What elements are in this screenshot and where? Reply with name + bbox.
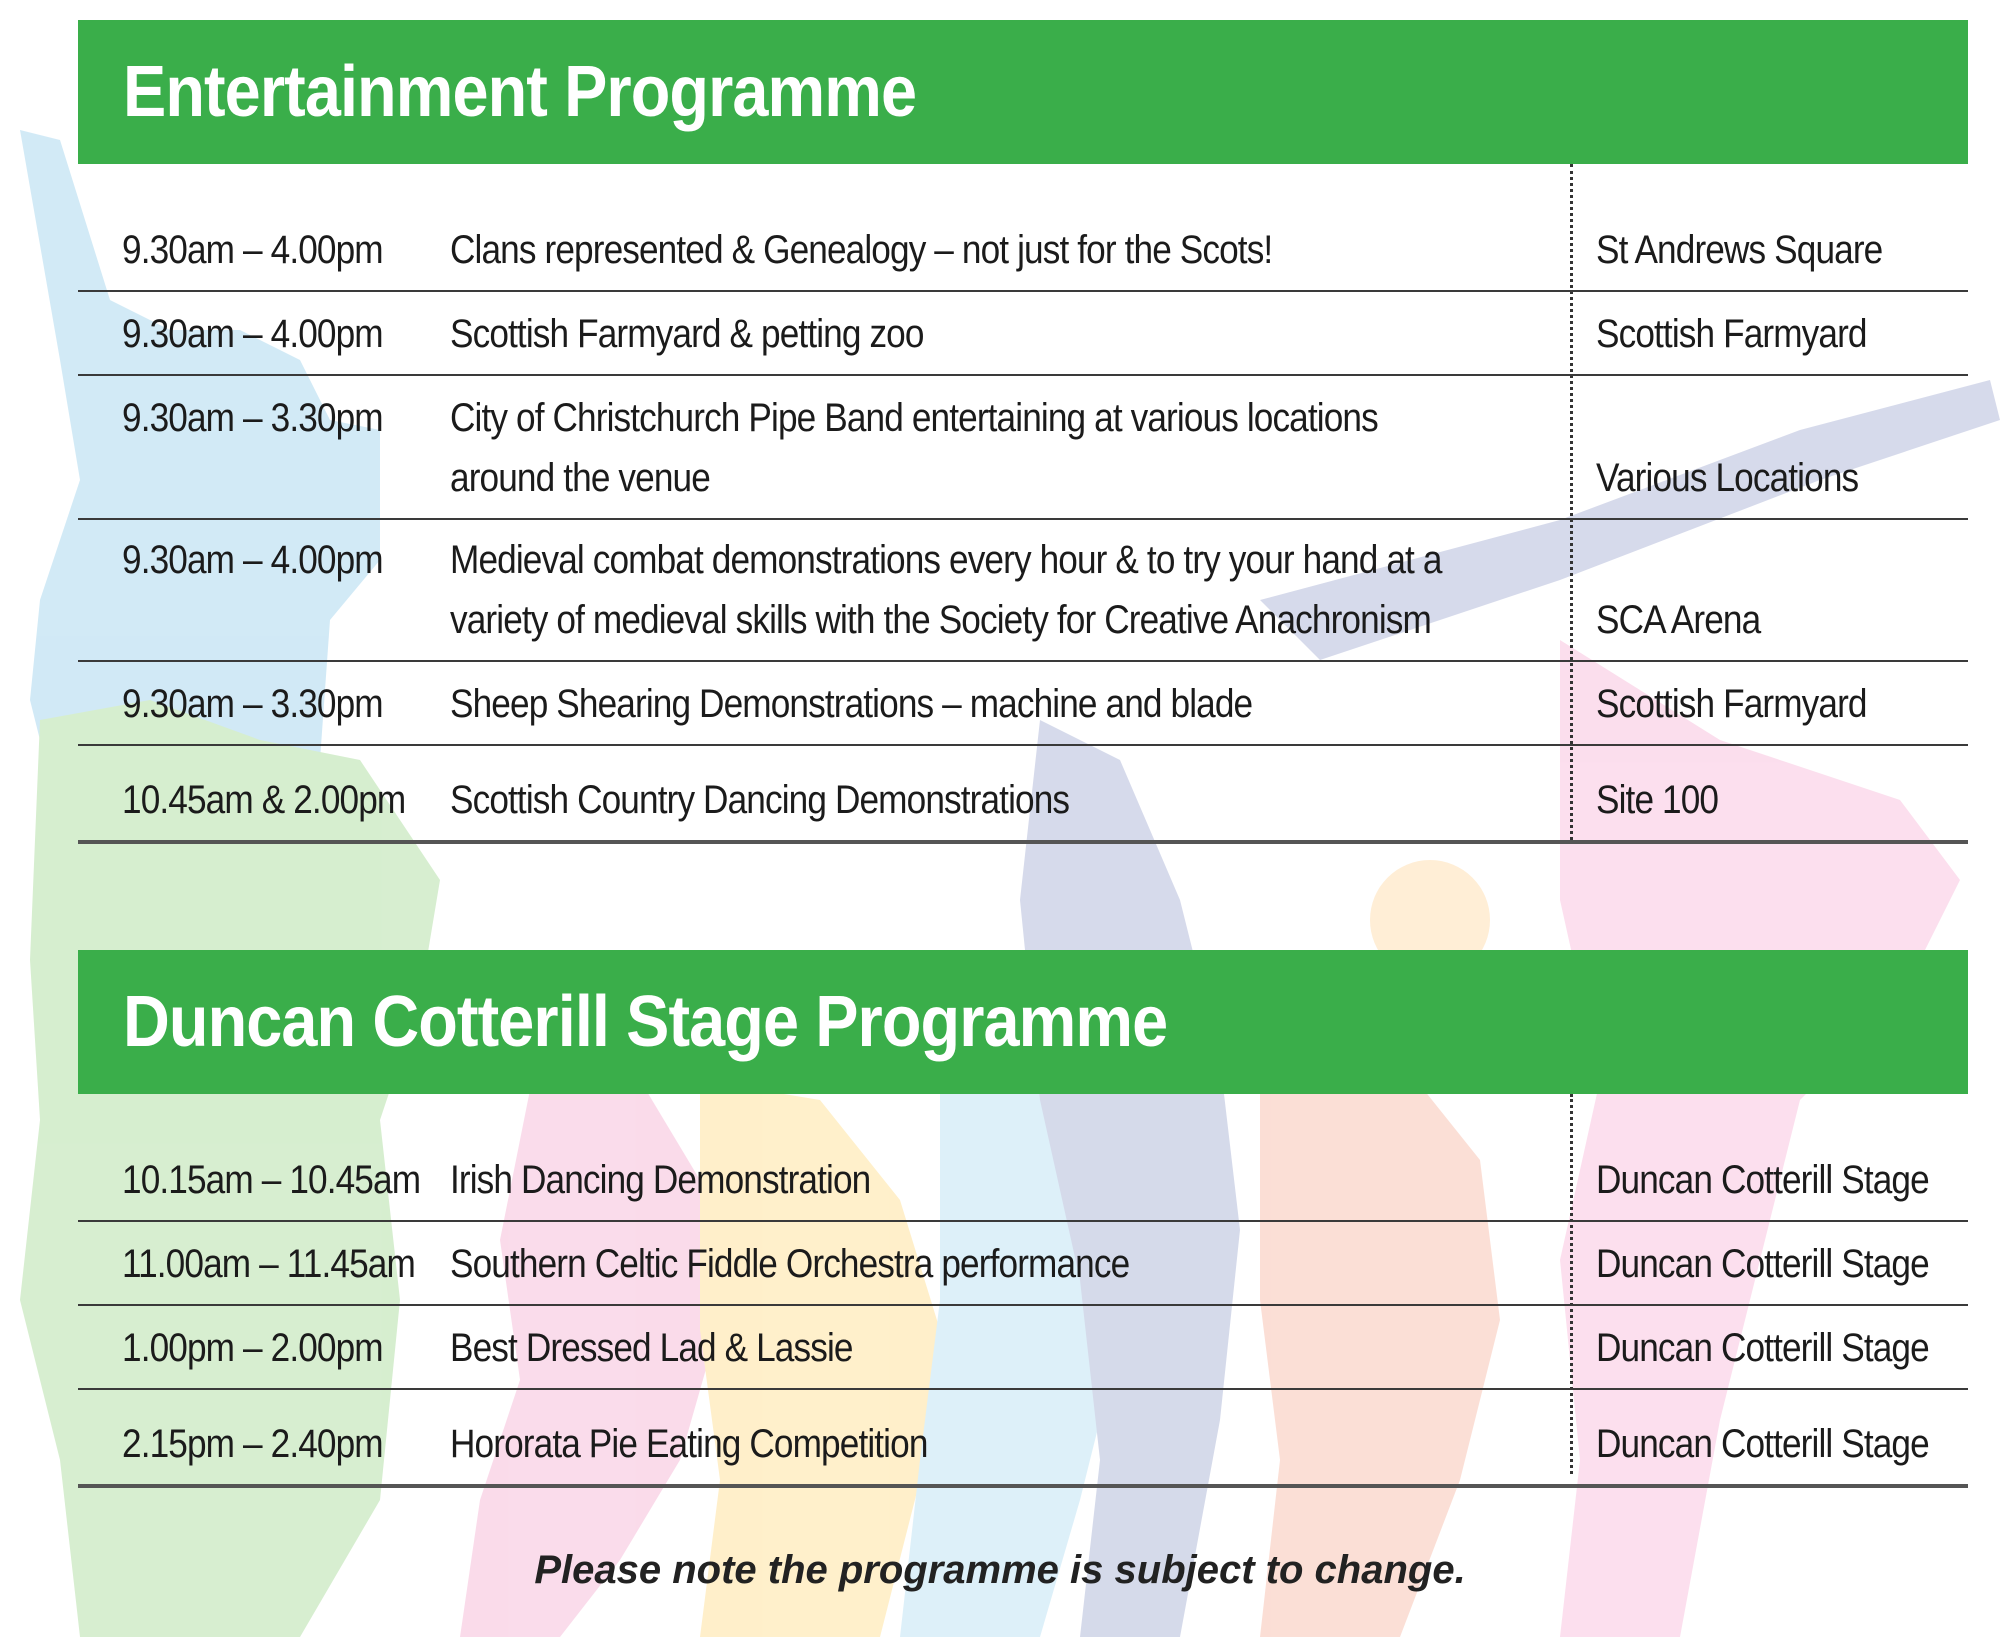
section-title: Entertainment Programme	[123, 52, 917, 132]
section-banner	[78, 950, 1968, 1094]
event-location: Scottish Farmyard	[1596, 682, 1867, 726]
event-time: 9.30am – 4.00pm	[122, 312, 383, 356]
table-row	[78, 1304, 1968, 1390]
event-description-line: variety of medieval skills with the Society for Creative Anachronism	[450, 598, 1431, 642]
event-location: Duncan Cotterill Stage	[1596, 1422, 1929, 1466]
table-row	[78, 1220, 1968, 1306]
event-description-line: Sheep Shearing Demonstrations – machine and blade	[450, 682, 1253, 726]
event-time: 2.15pm – 2.40pm	[122, 1422, 383, 1466]
event-description	[450, 220, 1272, 280]
footer-note: Please note the programme is subject to change.	[534, 1548, 1466, 1592]
event-location: SCA Arena	[1596, 598, 1761, 642]
table-row	[78, 374, 1968, 520]
event-description	[450, 674, 1252, 734]
event-time: 9.30am – 3.30pm	[122, 396, 383, 440]
table-row	[78, 290, 1968, 376]
entertainment-section	[78, 20, 1968, 840]
event-time: 10.45am & 2.00pm	[122, 778, 406, 822]
table-row	[78, 744, 1968, 844]
event-location: Duncan Cotterill Stage	[1596, 1158, 1929, 1202]
event-description	[450, 1234, 1129, 1294]
event-description-line: Irish Dancing Demonstration	[450, 1158, 871, 1202]
event-description-line: Hororata Pie Eating Competition	[450, 1422, 928, 1466]
table-row	[78, 164, 1968, 292]
event-location: Duncan Cotterill Stage	[1596, 1242, 1929, 1286]
stage-section	[78, 950, 1968, 1490]
event-description	[450, 1414, 928, 1474]
event-description	[450, 304, 924, 364]
event-location: Scottish Farmyard	[1596, 312, 1867, 356]
event-description-line: Clans represented & Genealogy – not just for the Scots!	[450, 228, 1273, 272]
event-description-line: Southern Celtic Fiddle Orchestra performance	[450, 1242, 1130, 1286]
event-description	[450, 530, 1442, 650]
section-banner	[78, 20, 1968, 164]
event-description	[450, 770, 1069, 830]
event-description	[450, 388, 1378, 508]
event-description-line: Best Dressed Lad & Lassie	[450, 1326, 853, 1370]
event-time: 9.30am – 3.30pm	[122, 682, 383, 726]
table-row	[78, 1094, 1968, 1222]
event-description	[450, 1150, 870, 1210]
section-title: Duncan Cotterill Stage Programme	[123, 982, 1168, 1062]
event-location: Site 100	[1596, 778, 1719, 822]
event-location: Duncan Cotterill Stage	[1596, 1326, 1929, 1370]
event-time: 1.00pm – 2.00pm	[122, 1326, 383, 1370]
event-description-line: City of Christchurch Pipe Band entertaining at various locations	[450, 396, 1378, 440]
event-description-line: around the venue	[450, 456, 710, 500]
event-description-line: Scottish Country Dancing Demonstrations	[450, 778, 1070, 822]
table-row	[78, 660, 1968, 746]
event-description-line: Medieval combat demonstrations every hour & to try your hand at a	[450, 538, 1442, 582]
event-time: 9.30am – 4.00pm	[122, 538, 383, 582]
event-time: 11.00am – 11.45am	[122, 1242, 415, 1286]
event-time: 10.15am – 10.45am	[122, 1158, 421, 1202]
event-description-line: Scottish Farmyard & petting zoo	[450, 312, 924, 356]
event-location: Various Locations	[1596, 456, 1859, 500]
event-location: St Andrews Square	[1596, 228, 1883, 272]
event-time: 9.30am – 4.00pm	[122, 228, 383, 272]
table-row	[78, 518, 1968, 662]
table-row	[78, 1388, 1968, 1488]
event-description	[450, 1318, 853, 1378]
